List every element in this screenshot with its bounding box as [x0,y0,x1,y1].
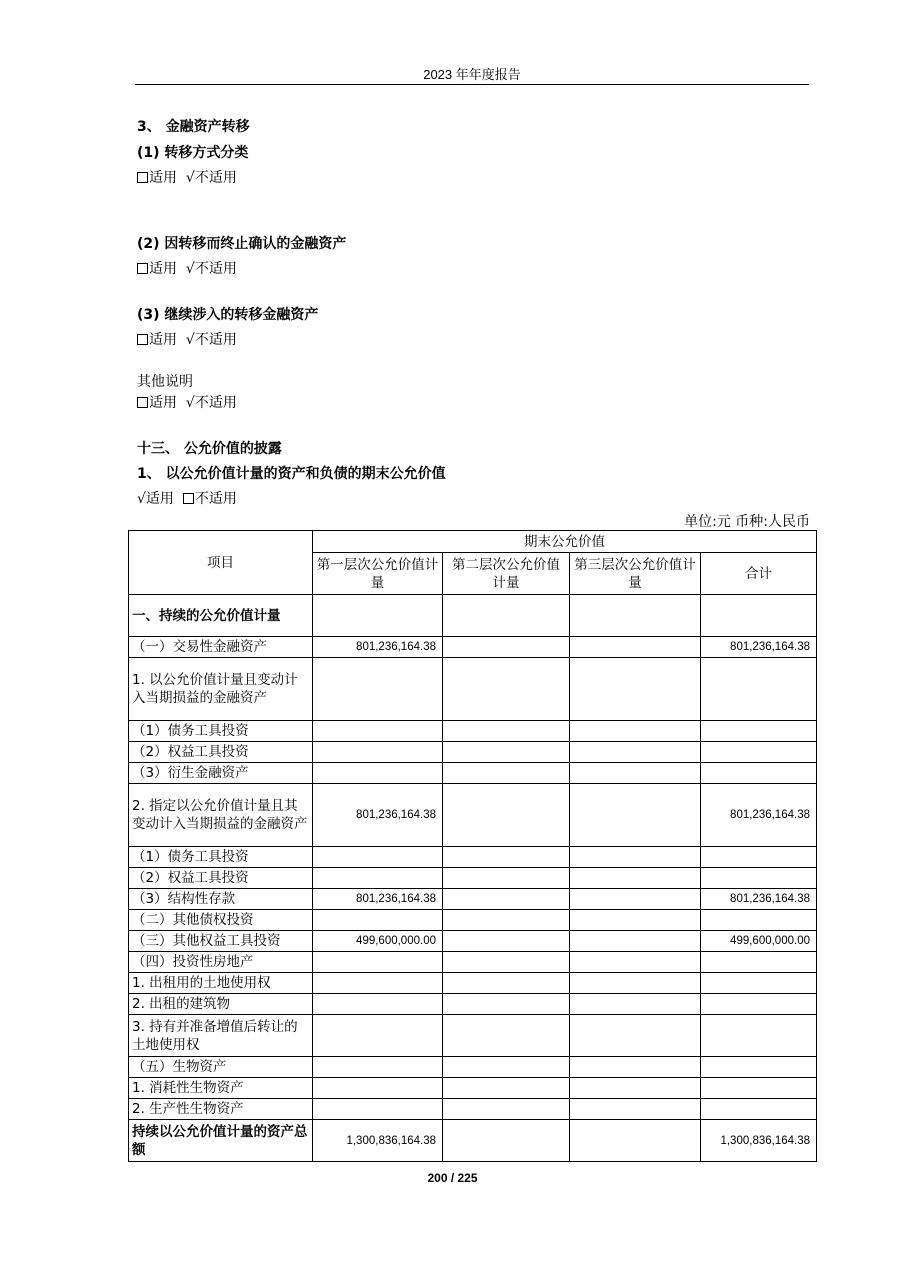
option-label: 不适用 [194,332,237,348]
value-cell: 801,236,164.38 [313,637,443,658]
value-cell [443,784,570,847]
value-cell: 801,236,164.38 [313,784,443,847]
value-cell [701,658,817,721]
check-mark-icon: √ [185,170,195,186]
value-cell [443,1015,570,1057]
table-row [129,784,817,847]
value-cell [443,721,570,742]
value-cell [313,868,443,889]
value-cell [570,910,701,931]
value-cell [443,868,570,889]
value-cell [701,1015,817,1057]
value-cell [570,1078,701,1099]
section-heading: (1) 转移方式分类 [137,145,249,161]
header-period-end-fair-value: 期末公允价值 [313,531,817,553]
table-row [129,1057,817,1078]
table-row [129,952,817,973]
table-row [129,1015,817,1057]
option-label: 适用 [149,332,177,348]
value-cell [570,952,701,973]
value-cell [313,847,443,868]
value-cell: 1,300,836,164.38 [701,1120,817,1162]
row-label: 持续以公允价值计量的资产总额 [129,1120,313,1162]
value-cell [701,1078,817,1099]
value-cell [443,1057,570,1078]
option-label: 不适用 [194,491,237,507]
value-cell [443,1120,570,1162]
row-label: 1. 消耗性生物资产 [129,1078,313,1099]
value-cell [313,1015,443,1057]
value-cell [443,595,570,637]
unselected-option [137,395,177,411]
value-cell [443,973,570,994]
value-cell [701,1057,817,1078]
applicability-options [137,169,237,187]
value-cell [570,595,701,637]
table-row [129,889,817,910]
value-cell [313,1099,443,1120]
value-cell [570,1099,701,1120]
checkbox-icon [137,334,148,345]
value-cell [570,1057,701,1078]
option-label: 不适用 [194,261,237,277]
applicability-options [137,490,237,508]
selected-option [137,491,174,507]
option-label: 适用 [149,261,177,277]
table-row [129,931,817,952]
unselected-option [137,332,177,348]
row-label: （2）权益工具投资 [129,868,313,889]
checkbox-icon [183,493,194,504]
table-row [129,1078,817,1099]
row-label: （四）投资性房地产 [129,952,313,973]
selected-option [186,261,237,277]
header-total: 合计 [701,553,817,595]
check-mark-icon: √ [185,332,195,348]
option-label: 适用 [149,170,177,186]
value-cell [570,784,701,847]
value-cell [701,847,817,868]
value-cell [701,763,817,784]
value-cell [701,595,817,637]
row-label: 1. 以公允价值计量且变动计入当期损益的金融资产 [129,658,313,721]
check-mark-icon: √ [185,261,195,277]
table-row [129,910,817,931]
check-mark-icon: √ [137,491,146,507]
row-label: （一）交易性金融资产 [129,637,313,658]
value-cell [701,721,817,742]
value-cell: 499,600,000.00 [701,931,817,952]
value-cell [443,910,570,931]
unselected-option [183,491,237,507]
option-label: 适用 [145,491,174,507]
value-cell [313,952,443,973]
row-label: 2. 生产性生物资产 [129,1099,313,1120]
value-cell: 499,600,000.00 [313,931,443,952]
value-cell [570,847,701,868]
fair-value-table [128,530,817,1162]
value-cell [443,658,570,721]
row-label: （1）债务工具投资 [129,847,313,868]
table-row [129,637,817,658]
row-label: 2. 指定以公允价值计量且其变动计入当期损益的金融资产 [129,784,313,847]
table-row [129,973,817,994]
row-label: （3）结构性存款 [129,889,313,910]
value-cell [570,763,701,784]
page-number: 200 / 225 [427,1171,478,1185]
header-level-1: 第一层次公允价值计量 [313,553,443,595]
option-label: 适用 [149,395,177,411]
value-cell [313,658,443,721]
value-cell [570,889,701,910]
table-row [129,595,817,637]
value-cell: 801,236,164.38 [313,889,443,910]
section-heading: 3、 金融资产转移 [137,119,250,135]
value-cell [313,994,443,1015]
table-body [129,595,817,1162]
applicability-options [137,394,237,412]
value-cell [570,994,701,1015]
value-cell [570,868,701,889]
header-level-2: 第二层次公允价值计量 [443,553,570,595]
value-cell [443,931,570,952]
section-heading: 其他说明 [137,374,193,390]
selected-option [186,395,237,411]
value-cell [443,637,570,658]
table-row [129,1099,817,1120]
value-cell [313,910,443,931]
option-label: 不适用 [194,170,237,186]
header-rule [135,84,809,85]
row-label: 一、持续的公允价值计量 [129,595,313,637]
value-cell [313,973,443,994]
value-cell [701,868,817,889]
table-row [129,721,817,742]
table-row [129,742,817,763]
row-label: （1）债务工具投资 [129,721,313,742]
value-cell [570,973,701,994]
applicability-options [137,260,237,278]
value-cell [701,973,817,994]
row-label: （3）衍生金融资产 [129,763,313,784]
value-cell [443,952,570,973]
section-heading: (2) 因转移而终止确认的金融资产 [137,236,347,252]
value-cell [570,931,701,952]
value-cell [570,637,701,658]
unselected-option [137,261,177,277]
unselected-option [137,170,177,186]
value-cell [313,763,443,784]
check-mark-icon: √ [185,395,195,411]
page-header: 2023 年年度报告 [423,67,521,82]
table-row [129,868,817,889]
value-cell [570,658,701,721]
value-cell [570,1015,701,1057]
row-label: （二）其他债权投资 [129,910,313,931]
row-label: 1. 出租用的土地使用权 [129,973,313,994]
row-label: 3. 持有并准备增值后转让的土地使用权 [129,1015,313,1057]
selected-option [186,170,237,186]
value-cell [313,1078,443,1099]
value-cell [443,847,570,868]
value-cell: 801,236,164.38 [701,637,817,658]
row-label: 2. 出租的建筑物 [129,994,313,1015]
value-cell [313,721,443,742]
value-cell [443,889,570,910]
value-cell [701,952,817,973]
option-label: 不适用 [194,395,237,411]
table-row [129,1120,817,1162]
value-cell [443,1099,570,1120]
header-item: 项目 [129,531,313,595]
value-cell [701,742,817,763]
row-label: （五）生物资产 [129,1057,313,1078]
checkbox-icon [137,397,148,408]
value-cell [570,721,701,742]
section-heading: 1、 以公允价值计量的资产和负债的期末公允价值 [137,466,446,482]
value-cell [701,910,817,931]
value-cell [313,595,443,637]
value-cell: 1,300,836,164.38 [313,1120,443,1162]
value-cell: 801,236,164.38 [701,784,817,847]
row-label: （三）其他权益工具投资 [129,931,313,952]
header-level-3: 第三层次公允价值计量 [570,553,701,595]
checkbox-icon [137,263,148,274]
value-cell [443,763,570,784]
table-row [129,658,817,721]
section-heading: 十三、 公允价值的披露 [137,441,282,457]
section-heading: (3) 继续涉入的转移金融资产 [137,307,319,323]
value-cell [570,1120,701,1162]
value-cell [313,742,443,763]
row-label: （2）权益工具投资 [129,742,313,763]
value-cell [701,994,817,1015]
value-cell [443,742,570,763]
checkbox-icon [137,172,148,183]
value-cell [313,1057,443,1078]
value-cell [443,1078,570,1099]
value-cell [570,742,701,763]
value-cell [443,994,570,1015]
table-row [129,847,817,868]
unit-label: 单位:元 币种:人民币 [684,514,810,530]
value-cell [701,1099,817,1120]
table-row [129,994,817,1015]
applicability-options [137,331,237,349]
table-row [129,763,817,784]
value-cell: 801,236,164.38 [701,889,817,910]
selected-option [186,332,237,348]
